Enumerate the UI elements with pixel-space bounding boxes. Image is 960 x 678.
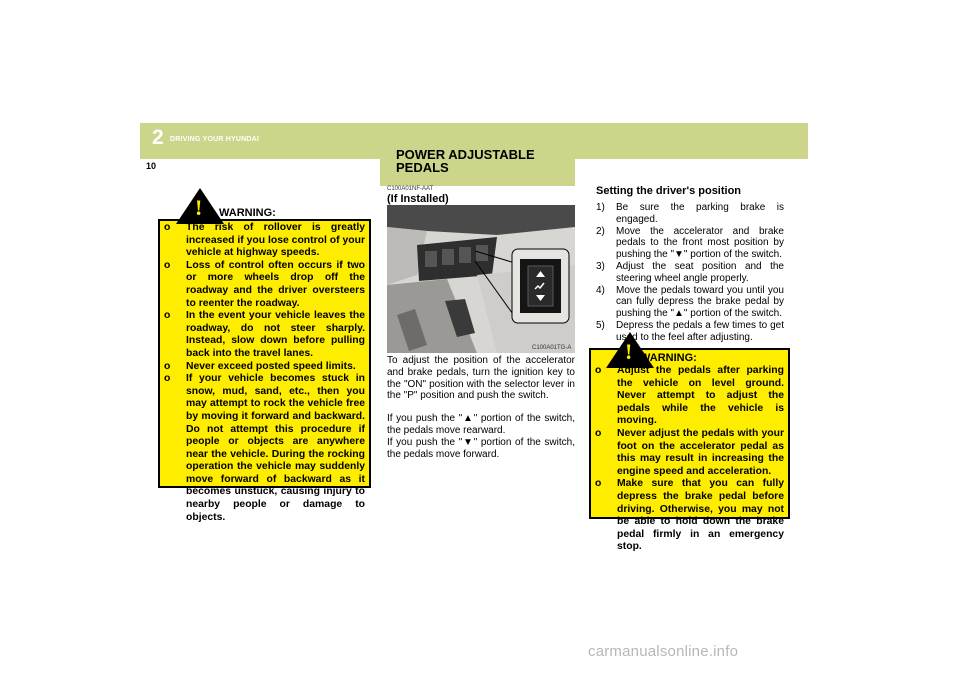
step-item: 1) Be sure the parking brake is engaged. [596,202,784,225]
right-warning-item: o Never adjust the pedals with your foot on the accelerator pedal as this may result in increasing the engine speed and acceleration. [593,428,784,478]
step-item: 5) Depress the pedals a few times to get used to the feel after adjusting. [596,319,784,343]
paragraph-forward: If you push the "▼" portion of the switch, the pedals move forward. [387,437,575,460]
driver-position-heading: Setting the driver's position [596,185,742,197]
left-warning-item: o Never exceed posted speed limits. [162,361,365,374]
right-warning-list [593,365,784,554]
watermark: carmanualsonline.info [588,643,739,660]
driver-position-steps [596,202,784,344]
left-warning-title: WARNING: [219,207,276,219]
left-warning-item: o Loss of control often occurs if two or more wheels drop off the roadway and the driver oversteers to reenter the roadway. [162,260,365,310]
left-warning-item: o If your vehicle becomes stuck in snow, mud, sand, etc., then you may attempt to rock the vehicle free by moving it forward and backward. Do not attempt this procedure if people or objects are anywhere near the vehicle. During the rocking operation the vehicle may suddenly move forward of backward as it becomes unstuck, causing injury to nearby people or damage to objects. [162,373,365,524]
image-code: C100A01TG-A [532,345,572,351]
right-warning-title: WARNING: [640,352,697,364]
reference-code: C100A01NF-AAT [387,186,434,192]
step-item: 4) Move the pedals toward you until you can fully depress the brake pedal by pushing the "▲" portion of the switch. [596,284,784,320]
step-item: 3) Adjust the seat position and the steering wheel angle properly. [596,260,784,284]
left-warning-item: o The risk of rollover is greatly increased if you lose control of your vehicle at highway speeds. [162,222,365,260]
section-title: POWER ADJUSTABLE PEDALS [396,147,535,175]
right-warning-item: o Adjust the pedals after parking the vehicle on level ground. Never attempt to adjust the pedals while the vehicle is moving. [593,365,784,428]
paragraph-rearward: If you push the "▲" portion of the switch, the pedals move rearward. [387,413,575,436]
warning-triangle-icon: ! [606,332,654,368]
right-warning-item: o Make sure that you can fully depress the brake pedal before driving. Otherwise, you may not be able to hold down the brake pedal firmly in an emergency stop. [593,478,784,554]
if-installed-subheading: (If Installed) [387,193,449,205]
chapter-title: DRIVING YOUR HYUNDAI [170,136,260,143]
left-warning-item: o In the event your vehicle leaves the roadway, do not steer sharply. Instead, slow down before pulling back into the travel lanes. [162,310,365,360]
dashboard-illustration [387,205,575,353]
pedal-switch-photo [387,205,575,353]
chapter-number: 2 [152,126,164,149]
paragraph-adjust: To adjust the position of the accelerator and brake pedals, turn the ignition key to the "ON" position with the selector lever in the "P" position and push the switch. [387,355,575,402]
step-item: 2) Move the accelerator and brake pedals to the front most position by pushing the "▼" portion of the switch. [596,225,784,261]
left-warning-list [162,222,365,524]
warning-triangle-icon: ! [176,188,224,224]
page-number: 10 [146,161,157,171]
